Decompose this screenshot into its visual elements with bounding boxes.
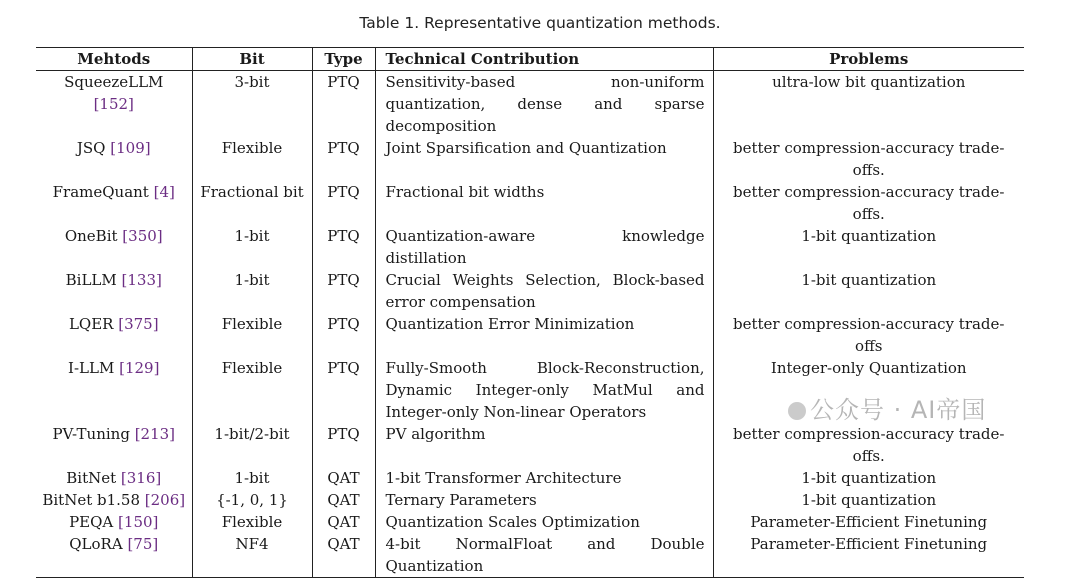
- method-name: OneBit: [64, 227, 123, 245]
- type-cell: QAT: [312, 467, 375, 489]
- type-cell: QAT: [312, 511, 375, 533]
- type-cell: QAT: [312, 489, 375, 511]
- table-row: [36, 357, 1024, 423]
- type-cell: QAT: [312, 533, 375, 578]
- problems-cell: ultra-low bit quantization: [713, 71, 1024, 138]
- header-methods: Mehtods: [77, 50, 151, 68]
- citation-link[interactable]: [350]: [122, 227, 163, 245]
- table-row: [36, 137, 1024, 181]
- type-cell: PTQ: [312, 357, 375, 423]
- table-row: [36, 71, 1024, 138]
- contribution-cell: Quantization Error Minimization: [375, 313, 713, 357]
- header-type: Type: [312, 48, 375, 71]
- problems-cell: better compression-accuracy trade-offs.: [713, 137, 1024, 181]
- problems-cell: 1-bit quantization: [713, 467, 1024, 489]
- type-cell: PTQ: [312, 423, 375, 467]
- type-cell: PTQ: [312, 313, 375, 357]
- problems-cell: better compression-accuracy trade-offs: [713, 313, 1024, 357]
- type-cell: PTQ: [312, 225, 375, 269]
- contribution-cell: Fractional bit widths: [375, 181, 713, 225]
- problems-cell: Parameter-Efficient Finetuning: [713, 533, 1024, 578]
- method-name: LQER: [68, 315, 119, 333]
- citation-link[interactable]: [75]: [127, 535, 159, 553]
- contribution-cell: Sensitivity-based non-uniform quantization, dense and sparse decomposition: [375, 71, 713, 138]
- citation-link[interactable]: [206]: [144, 491, 186, 509]
- contribution-cell: 1-bit Transformer Architecture: [375, 467, 713, 489]
- method-name: BitNet b1.58: [42, 491, 145, 509]
- problems-cell: 1-bit quantization: [713, 225, 1024, 269]
- table-row: [36, 269, 1024, 313]
- problems-cell: Integer-only Quantization: [713, 357, 1024, 423]
- table-row: [36, 489, 1024, 511]
- method-cell: [36, 511, 192, 533]
- header-technical-contribution: Technical Contribution: [375, 48, 713, 71]
- table-caption: Table 1. Representative quantization methods.: [359, 14, 721, 32]
- contribution-cell: 4-bit NormalFloat and Double Quantization: [375, 533, 713, 578]
- contribution-cell: PV algorithm: [375, 423, 713, 467]
- citation-link[interactable]: [213]: [134, 425, 176, 443]
- method-cell: [36, 137, 192, 181]
- table-row: [36, 511, 1024, 533]
- header-problems: Problems: [713, 48, 1024, 71]
- bit-cell: Flexible: [192, 511, 312, 533]
- table-row: [36, 533, 1024, 578]
- table-row: [36, 313, 1024, 357]
- citation-link[interactable]: [133]: [121, 271, 162, 289]
- method-name: I-LLM: [68, 359, 120, 377]
- method-cell: [36, 181, 192, 225]
- type-cell: PTQ: [312, 181, 375, 225]
- bit-cell: 3-bit: [192, 71, 312, 138]
- bit-cell: {-1, 0, 1}: [192, 489, 312, 511]
- table-row: [36, 181, 1024, 225]
- method-name: PEQA: [69, 513, 119, 531]
- method-cell: [36, 533, 192, 578]
- table-row: [36, 225, 1024, 269]
- method-cell: [36, 269, 192, 313]
- bit-cell: Flexible: [192, 357, 312, 423]
- problems-cell: better compression-accuracy trade-offs.: [713, 181, 1024, 225]
- citation-link[interactable]: [4]: [153, 183, 175, 201]
- bit-cell: 1-bit: [192, 269, 312, 313]
- bit-cell: Fractional bit: [192, 181, 312, 225]
- method-cell: [36, 71, 192, 138]
- bit-cell: 1-bit: [192, 225, 312, 269]
- table-row: [36, 467, 1024, 489]
- bit-cell: 1-bit/2-bit: [192, 423, 312, 467]
- method-name: BitNet: [66, 469, 121, 487]
- problems-cell: 1-bit quantization: [713, 269, 1024, 313]
- contribution-cell: Quantization-aware knowledge distillation: [375, 225, 713, 269]
- type-cell: PTQ: [312, 71, 375, 138]
- problems-cell: 1-bit quantization: [713, 489, 1024, 511]
- citation-link[interactable]: [375]: [118, 315, 159, 333]
- method-cell: [36, 489, 192, 511]
- citation-link[interactable]: [316]: [120, 469, 162, 487]
- method-name: BiLLM: [65, 271, 122, 289]
- contribution-cell: Ternary Parameters: [375, 489, 713, 511]
- method-name: PV-Tuning: [52, 425, 135, 443]
- contribution-cell: Quantization Scales Optimization: [375, 511, 713, 533]
- citation-link[interactable]: [129]: [119, 359, 160, 377]
- table-row: [36, 423, 1024, 467]
- table-header-row: [36, 48, 1024, 71]
- citation-link[interactable]: [109]: [110, 139, 151, 157]
- method-cell: [36, 467, 192, 489]
- header-bit: Bit: [192, 48, 312, 71]
- watermark-text: 公众号 · AI帝国: [810, 396, 987, 424]
- method-cell: [36, 313, 192, 357]
- contribution-cell: Joint Sparsification and Quantization: [375, 137, 713, 181]
- method-cell: [36, 423, 192, 467]
- type-cell: PTQ: [312, 137, 375, 181]
- method-name: QLoRA: [69, 535, 128, 553]
- citation-link[interactable]: [152]: [93, 95, 134, 113]
- bit-cell: Flexible: [192, 137, 312, 181]
- bit-cell: 1-bit: [192, 467, 312, 489]
- method-cell: [36, 357, 192, 423]
- problems-cell: better compression-accuracy trade-offs.: [713, 423, 1024, 467]
- quantization-methods-table: [36, 47, 1024, 578]
- contribution-cell: Crucial Weights Selection, Block-based error compensation: [375, 269, 713, 313]
- citation-link[interactable]: [150]: [118, 513, 159, 531]
- bit-cell: Flexible: [192, 313, 312, 357]
- method-name: SqueezeLLM: [64, 73, 164, 91]
- method-name: JSQ: [76, 139, 111, 157]
- type-cell: PTQ: [312, 269, 375, 313]
- contribution-cell: Fully-Smooth Block-Reconstruction, Dynamic Integer-only MatMul and Integer-only Non-linear Operators: [375, 357, 713, 423]
- method-name: FrameQuant: [52, 183, 154, 201]
- method-cell: [36, 225, 192, 269]
- bit-cell: NF4: [192, 533, 312, 578]
- problems-cell: Parameter-Efficient Finetuning: [713, 511, 1024, 533]
